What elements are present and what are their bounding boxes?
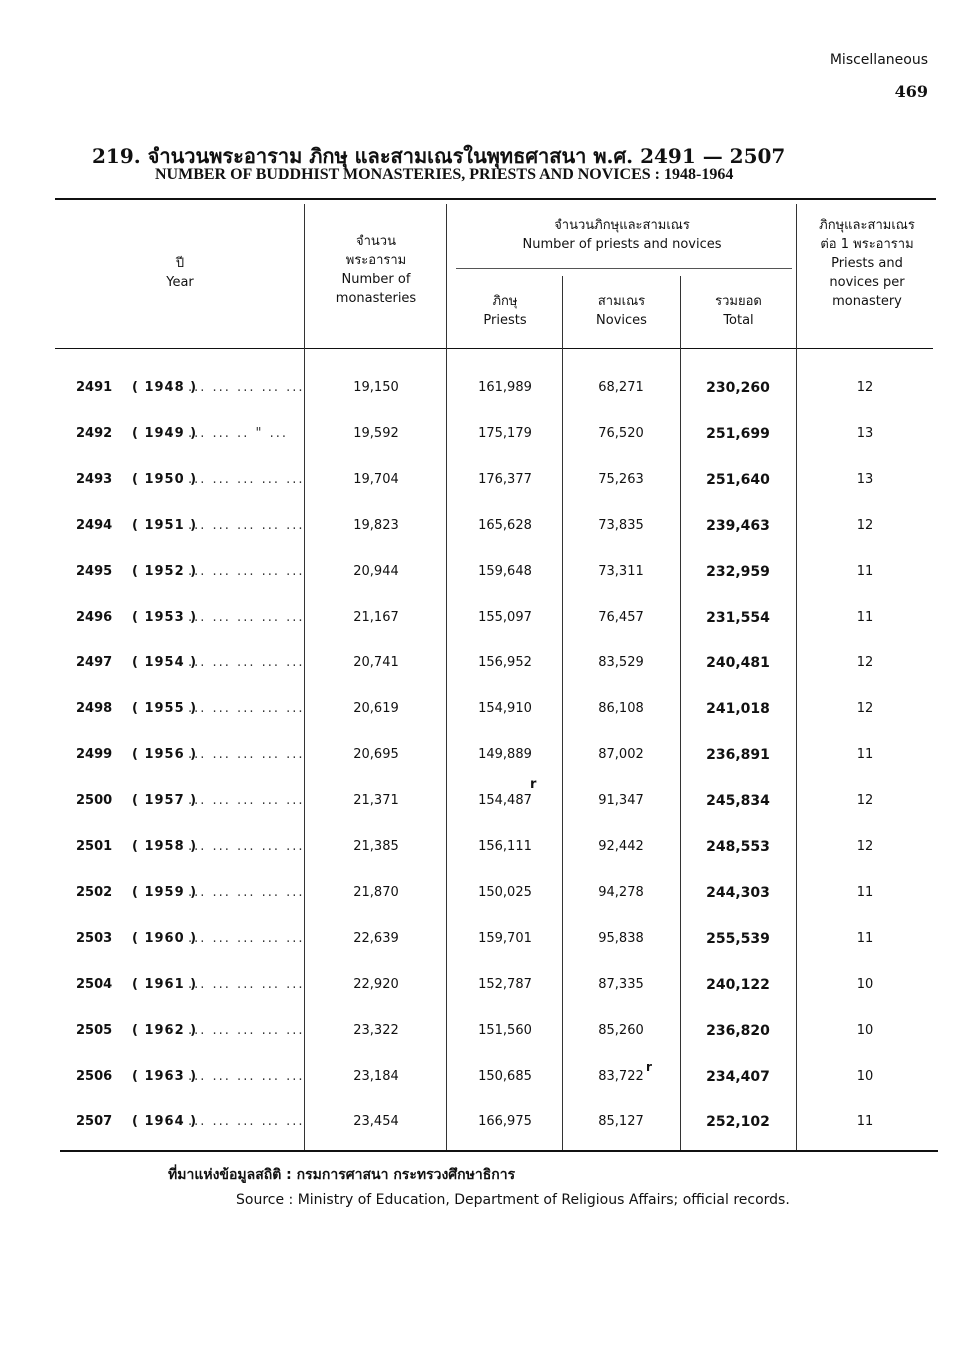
header-monasteries-thai-1: จำนวน: [356, 234, 396, 249]
total-value: 245,834: [706, 793, 770, 810]
year-be: 2497: [76, 655, 113, 671]
per-monastery-value: 12: [856, 517, 874, 533]
total-value: 241,018: [706, 701, 770, 718]
year-ad: ( 1956 ): [132, 747, 198, 763]
year-ad: ( 1962 ): [132, 1022, 198, 1038]
table-title-thai: 219. จำนวนพระอาราม ภิกษุ และสามเณรในพุทธศาสนา พ.ศ. 2491 — 2507: [92, 144, 786, 168]
leader-dots: ... ... ... ... ...: [188, 609, 305, 625]
leader-dots: ... ... ... ... ...: [188, 747, 305, 763]
header-novices-english: Novices: [596, 313, 647, 328]
per-monastery-value: 12: [856, 839, 874, 854]
table-row: [0, 699, 966, 745]
per-monastery-value: 10: [856, 1022, 874, 1038]
year-ad: ( 1963 ): [132, 1068, 198, 1084]
source-thai: ที่มาแห่งข้อมูลสถิติ : กรมการศาสนา กระทรวงศึกษาธิการ: [168, 1167, 516, 1183]
novices-value: 94,278: [598, 884, 644, 900]
table-row: [0, 608, 966, 654]
year-ad: ( 1954 ): [132, 655, 198, 671]
total-value: 252,102: [706, 1114, 770, 1131]
header-year-english: Year: [166, 275, 194, 290]
total-value: 244,303: [706, 884, 770, 901]
priests-value: 156,111: [478, 839, 532, 854]
per-monastery-value: 12: [856, 793, 874, 809]
novices-value: 68,271: [598, 380, 644, 395]
monasteries-value: 22,639: [353, 930, 399, 946]
revision-mark: r: [646, 1059, 652, 1074]
year-ad: ( 1959 ): [132, 884, 198, 900]
monasteries-value: 22,920: [353, 976, 399, 992]
year-ad: ( 1949 ): [132, 425, 198, 441]
per-monastery-value: 13: [856, 425, 874, 441]
total-value: 240,122: [706, 976, 770, 993]
priests-value: 175,179: [478, 425, 532, 441]
per-monastery-value: 12: [856, 655, 874, 671]
monasteries-value: 23,454: [353, 1114, 399, 1130]
header-novices: [563, 292, 680, 330]
per-monastery-value: 11: [856, 1114, 874, 1130]
leader-dots: ... ... .. " ...: [188, 425, 288, 441]
header-novices-thai: สามเณร: [597, 294, 646, 309]
year-ad: ( 1952 ): [132, 563, 198, 579]
total-value: 236,891: [706, 747, 770, 764]
table-row: [0, 745, 966, 791]
table-row: [0, 1059, 966, 1113]
year-be: 2500: [76, 793, 113, 809]
year-ad: ( 1958 ): [132, 839, 198, 854]
novices-value: 73,835: [598, 517, 644, 533]
leader-dots: ... ... ... ... ...: [188, 471, 305, 487]
year-be: 2494: [76, 517, 113, 533]
header-year-thai: ปี: [175, 256, 185, 271]
leader-dots: ... ... ... ... ...: [188, 1022, 305, 1038]
section-label: Miscellaneous: [829, 52, 928, 68]
header-bottom-rule: [55, 348, 933, 349]
priests-value: 161,989: [478, 380, 532, 395]
header-group-thai: จำนวนภิกษุและสามเณร: [554, 218, 690, 233]
novices-value: 91,347: [598, 793, 644, 809]
header-total: [681, 292, 796, 330]
year-ad: ( 1964 ): [132, 1114, 198, 1130]
novices-value: 83,529: [598, 655, 644, 671]
total-value: 240,481: [706, 655, 770, 672]
table-row: [0, 424, 966, 470]
header-monasteries-english-2: monasteries: [335, 291, 417, 306]
header-per-english-1: Priests and: [831, 256, 903, 271]
priests-value: 156,952: [478, 655, 532, 671]
per-monastery-value: 11: [856, 747, 874, 763]
table-row: [0, 562, 966, 608]
total-value: 231,554: [706, 609, 770, 626]
leader-dots: ... ... ... ... ...: [188, 976, 305, 992]
total-value: 236,820: [706, 1022, 770, 1039]
priests-value: 149,889: [478, 747, 532, 763]
header-group-english: Number of priests and novices: [522, 237, 722, 252]
novices-value: 95,838: [598, 930, 644, 946]
per-monastery-value: 13: [856, 471, 874, 487]
priests-value: 155,097: [478, 609, 532, 625]
leader-dots: ... ... ... ... ...: [188, 517, 305, 533]
header-per-english-2: novices per: [829, 275, 905, 290]
priests-value: 150,025: [478, 884, 532, 900]
priests-value: 165,628: [478, 517, 532, 533]
header-per-thai-2: ต่อ 1 พระอาราม: [820, 237, 914, 252]
leader-dots: ... ... ... ... ...: [188, 884, 305, 900]
header-priests-thai: ภิกษุ: [492, 294, 518, 309]
header-priests-english: Priests: [483, 313, 527, 328]
priests-value: 151,560: [478, 1022, 532, 1038]
table-row: [0, 470, 966, 516]
year-ad: ( 1953 ): [132, 609, 198, 625]
header-year: [60, 254, 300, 292]
table-row: [0, 1112, 966, 1158]
total-value: 251,699: [706, 425, 770, 442]
novices-value: 87,002: [598, 747, 644, 763]
header-priests: [448, 292, 562, 330]
novices-value: 75,263: [598, 471, 644, 487]
leader-dots: ... ... ... ... ...: [188, 380, 305, 395]
total-value: 255,539: [706, 930, 770, 947]
table-row: [0, 777, 966, 837]
table-row: [0, 653, 966, 699]
year-be: 2491: [76, 380, 113, 395]
monasteries-value: 19,150: [353, 380, 399, 395]
year-be: 2496: [76, 609, 113, 625]
year-be: 2498: [76, 701, 113, 717]
per-monastery-value: 11: [856, 609, 874, 625]
leader-dots: ... ... ... ... ...: [188, 1114, 305, 1130]
monasteries-value: 23,184: [353, 1068, 399, 1084]
priests-value: 159,701: [478, 930, 532, 946]
leader-dots: ... ... ... ... ...: [188, 839, 305, 854]
monasteries-value: 23,322: [353, 1022, 399, 1038]
novices-value: 76,520: [598, 425, 644, 441]
per-monastery-value: 11: [856, 884, 874, 900]
table-row: [0, 516, 966, 562]
total-value: 230,260: [706, 380, 770, 396]
monasteries-value: 21,167: [353, 609, 399, 625]
year-ad: ( 1960 ): [132, 930, 198, 946]
table-row: [0, 837, 966, 883]
monasteries-value: 20,944: [353, 563, 399, 579]
per-monastery-value: 12: [856, 380, 874, 395]
year-be: 2507: [76, 1114, 113, 1130]
total-value: 251,640: [706, 471, 770, 488]
priests-value: 154,487: [478, 793, 532, 809]
per-monastery-value: 11: [856, 930, 874, 946]
header-total-english: Total: [723, 313, 754, 328]
priests-value: 154,910: [478, 701, 532, 717]
leader-dots: ... ... ... ... ...: [188, 701, 305, 717]
table-row: [0, 1021, 966, 1067]
novices-value: 85,127: [598, 1114, 644, 1130]
header-total-thai: รวมยอด: [715, 294, 762, 309]
leader-dots: ... ... ... ... ...: [188, 655, 305, 671]
leader-dots: ... ... ... ... ...: [188, 930, 305, 946]
leader-dots: ... ... ... ... ...: [188, 793, 305, 809]
priests-value: 166,975: [478, 1114, 532, 1130]
source-english: Source : Ministry of Education, Department of Religious Affairs; official records.: [236, 1192, 790, 1208]
novices-value: 92,442: [598, 839, 644, 854]
year-be: 2492: [76, 425, 113, 441]
monasteries-value: 19,592: [353, 425, 399, 441]
monasteries-value: 19,704: [353, 471, 399, 487]
year-be: 2504: [76, 976, 113, 992]
table-row: [0, 975, 966, 1021]
per-monastery-value: 10: [856, 976, 874, 992]
table-row: [0, 883, 966, 929]
header-priests-novices-group: [448, 216, 796, 254]
total-value: 248,553: [706, 839, 770, 855]
leader-dots: ... ... ... ... ...: [188, 1068, 305, 1084]
page-number: 469: [894, 82, 928, 101]
year-be: 2505: [76, 1022, 113, 1038]
year-ad: ( 1950 ): [132, 471, 198, 487]
year-ad: ( 1957 ): [132, 793, 198, 809]
leader-dots: ... ... ... ... ...: [188, 563, 305, 579]
year-be: 2493: [76, 471, 113, 487]
monasteries-value: 21,371: [353, 793, 399, 809]
table-row: [0, 378, 966, 424]
header-per-thai-1: ภิกษุและสามเณร: [819, 218, 915, 233]
monasteries-value: 20,741: [353, 655, 399, 671]
year-ad: ( 1951 ): [132, 517, 198, 533]
table-row: [0, 929, 966, 975]
monasteries-value: 21,385: [353, 839, 399, 854]
year-ad: ( 1961 ): [132, 976, 198, 992]
year-ad: ( 1948 ): [132, 380, 198, 395]
priests-value: 152,787: [478, 976, 532, 992]
header-monasteries-english-1: Number of: [341, 272, 411, 287]
novices-value: 73,311: [598, 563, 644, 579]
monasteries-value: 20,619: [353, 701, 399, 717]
monasteries-value: 21,870: [353, 884, 399, 900]
novices-value: 86,108: [598, 701, 644, 717]
monasteries-value: 20,695: [353, 747, 399, 763]
header-per-monastery: [797, 216, 937, 311]
revision-mark: r: [530, 777, 537, 793]
priests-value: 150,685: [478, 1068, 532, 1084]
group-header-rule: [456, 268, 792, 269]
year-be: 2501: [76, 839, 113, 854]
total-value: 234,407: [706, 1068, 770, 1085]
per-monastery-value: 11: [856, 563, 874, 579]
year-be: 2503: [76, 930, 113, 946]
per-monastery-value: 12: [856, 701, 874, 717]
year-ad: ( 1955 ): [132, 701, 198, 717]
year-be: 2506: [76, 1068, 113, 1084]
header-per-english-3: monastery: [832, 294, 902, 309]
table-title-english: NUMBER OF BUDDHIST MONASTERIES, PRIESTS AND NOVICES : 1948-1964: [155, 166, 734, 183]
year-be: 2499: [76, 747, 113, 763]
year-be: 2502: [76, 884, 113, 900]
novices-value: 83,722: [598, 1068, 644, 1084]
header-monasteries: [306, 232, 446, 308]
novices-value: 76,457: [598, 609, 644, 625]
year-be: 2495: [76, 563, 113, 579]
novices-value: 87,335: [598, 976, 644, 992]
total-value: 232,959: [706, 563, 770, 580]
top-rule: [55, 198, 936, 200]
novices-value: 85,260: [598, 1022, 644, 1038]
total-value: 239,463: [706, 517, 770, 534]
header-monasteries-thai-2: พระอาราม: [345, 253, 407, 268]
per-monastery-value: 10: [856, 1068, 874, 1084]
monasteries-value: 19,823: [353, 517, 399, 533]
priests-value: 159,648: [478, 563, 532, 579]
priests-value: 176,377: [478, 471, 532, 487]
